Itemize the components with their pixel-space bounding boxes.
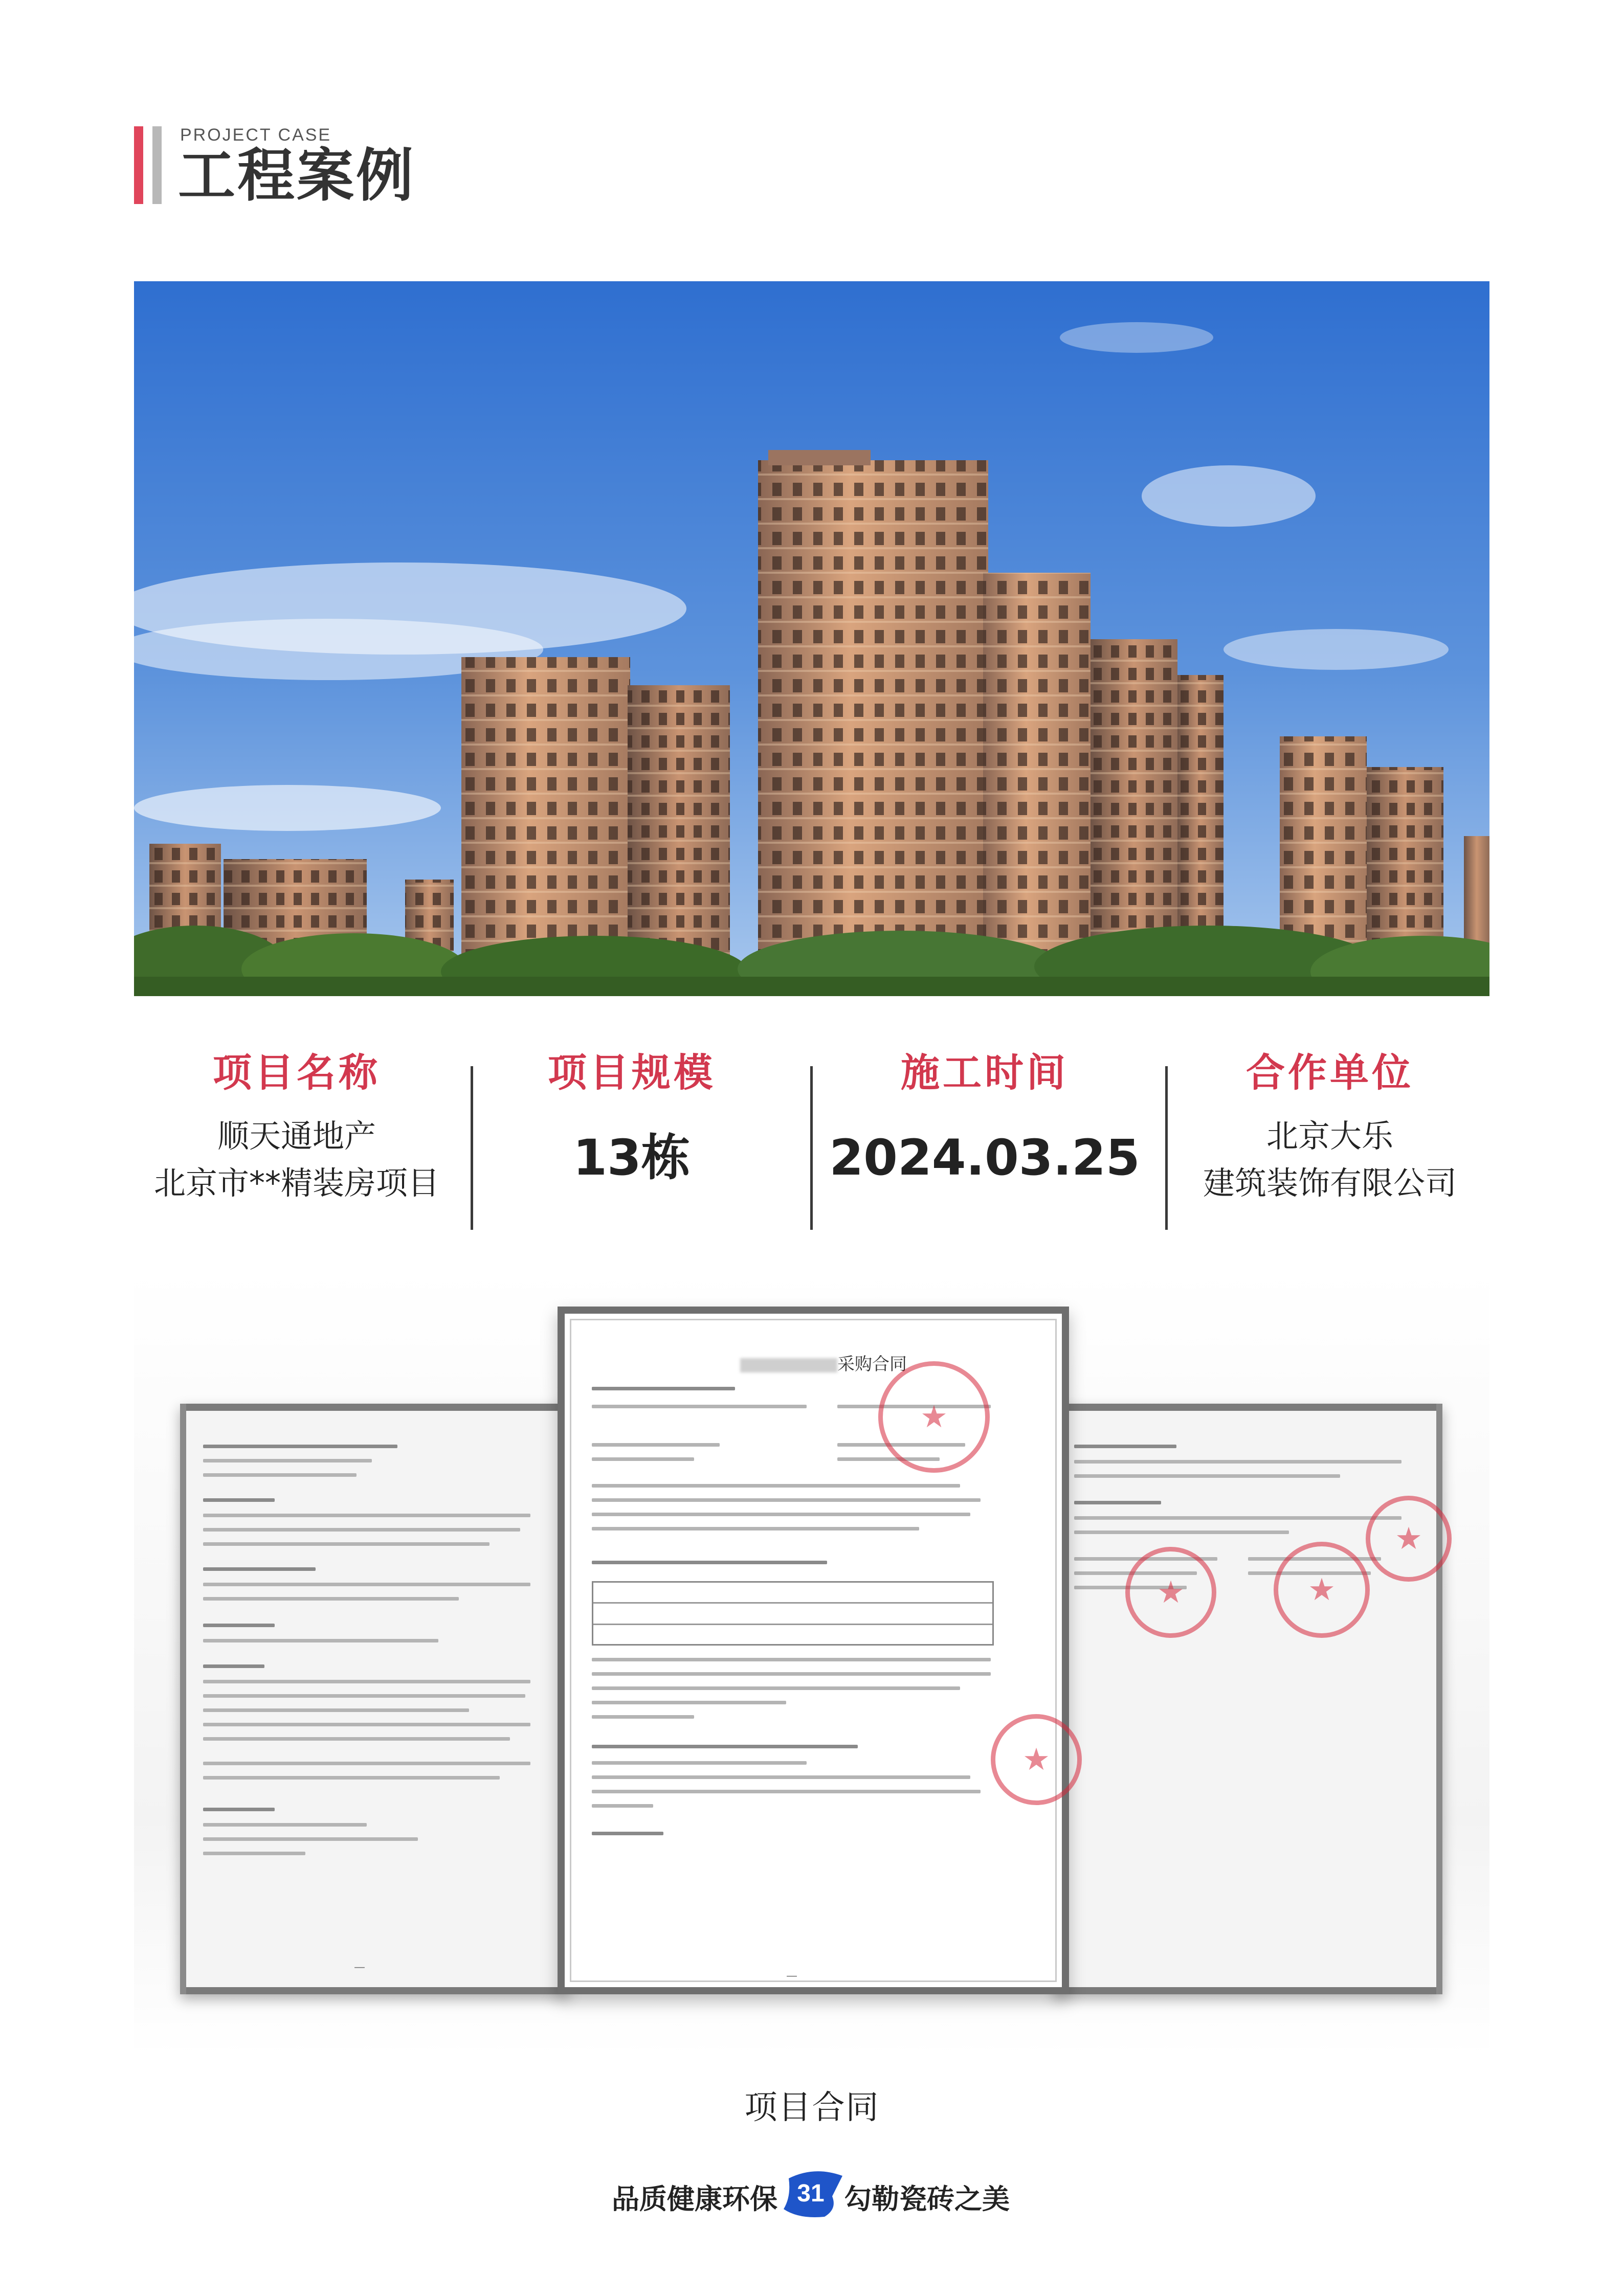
- info-value-line: 北京市**精装房项目: [153, 1164, 439, 1202]
- info-divider: [810, 1066, 813, 1230]
- info-value-line: 北京大乐: [1266, 1117, 1393, 1155]
- hero-photo: [134, 281, 1489, 996]
- info-value-line: 建筑装饰有限公司: [1203, 1164, 1457, 1202]
- contract-page-main: 采购合同 ★ ★ —: [558, 1307, 1069, 1994]
- red-seal-stamp: [991, 1714, 1082, 1805]
- red-seal-stamp: [1274, 1542, 1370, 1638]
- page-title: 工程案例: [178, 143, 415, 209]
- info-label: 项目名称: [213, 1050, 381, 1095]
- info-construction-time: [821, 1050, 1148, 1186]
- red-seal-stamp: [1366, 1496, 1452, 1582]
- red-seal-stamp: [1125, 1547, 1216, 1638]
- contract-title: [740, 1350, 907, 1375]
- info-label: 施工时间: [901, 1050, 1069, 1095]
- contract-table: [592, 1581, 994, 1646]
- header-subtitle: PROJECT CASE: [180, 125, 332, 145]
- header-accent-bar-red: [134, 126, 143, 204]
- header-accent-bar-gray: [152, 126, 162, 204]
- info-project-scale: [468, 1050, 795, 1186]
- info-label: 项目规模: [548, 1050, 716, 1095]
- info-value: 2024.03.25: [829, 1129, 1140, 1186]
- page-number: 31: [797, 2180, 825, 2207]
- info-label: 合作单位: [1246, 1050, 1414, 1095]
- footer: [0, 2168, 1624, 2224]
- red-seal-stamp: [878, 1361, 990, 1473]
- info-project-name: [133, 1050, 460, 1207]
- footer-slogan-right: 勾勒瓷砖之美: [844, 2183, 1010, 2215]
- contract-title-text: 采购合同: [837, 1354, 907, 1375]
- info-value: 13栋: [573, 1129, 691, 1186]
- contract-caption: 项目合同: [744, 2089, 880, 2127]
- footer-slogan-left: 品质健康环保: [612, 2183, 777, 2215]
- contract-page-left: —: [180, 1404, 569, 1994]
- contract-page-right: [1054, 1404, 1442, 1994]
- info-partner: [1166, 1050, 1494, 1207]
- info-value-line: 顺天通地产: [217, 1117, 376, 1155]
